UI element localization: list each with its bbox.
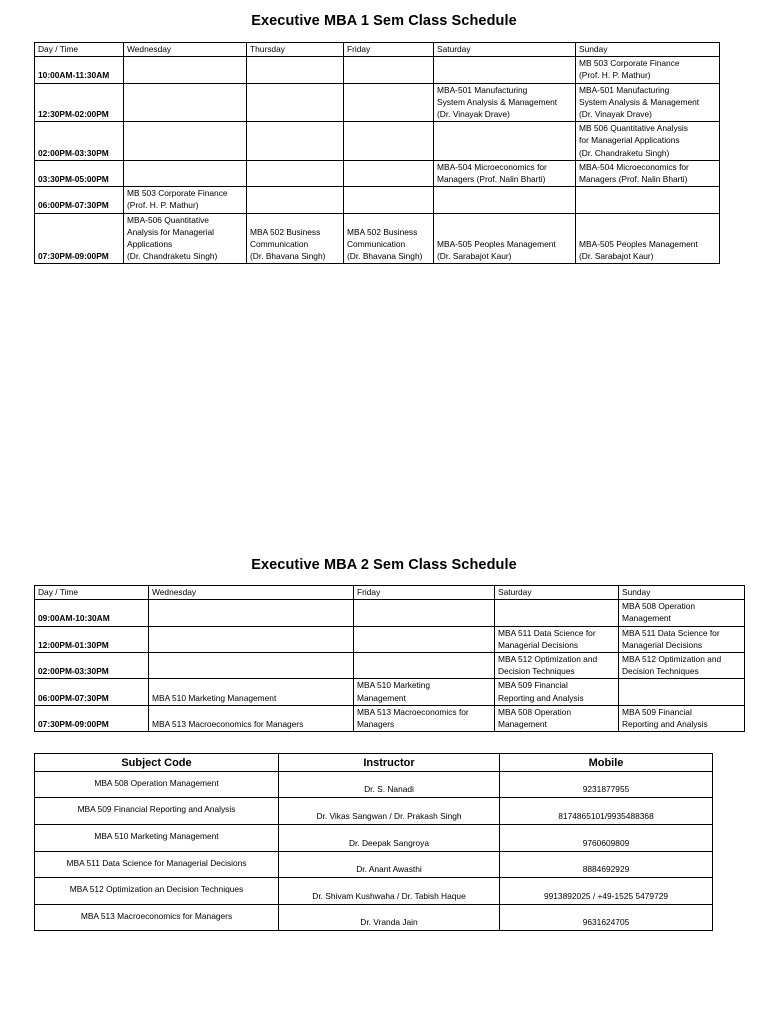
sem1-header-cell: Wednesday xyxy=(124,43,247,57)
sem1-title: Executive MBA 1 Sem Class Schedule xyxy=(251,13,517,29)
sem1-class-cell xyxy=(247,83,344,122)
sem2-schedule-row xyxy=(35,653,745,679)
sem1-class-cell: MBA-504 Microeconomics for Managers (Prof. Nalin Bharti) xyxy=(576,160,720,186)
sem1-class-cell: MB 506 Quantitative Analysis for Managerial Applications (Dr. Chandraketu Singh) xyxy=(576,122,720,161)
sem2-class-cell: MBA 513 Macroeconomics for Managers xyxy=(354,705,495,731)
sem2-title: Executive MBA 2 Sem Class Schedule xyxy=(251,557,517,573)
subjects-header-cell: Subject Code xyxy=(35,754,279,772)
sem2-time-cell: 02:00PM-03:30PM xyxy=(35,653,149,679)
instructor-cell: Dr. Vranda Jain xyxy=(279,905,500,931)
sem1-class-cell: MBA-504 Microeconomics for Managers (Prof. Nalin Bharti) xyxy=(434,160,576,186)
subjects-header-row xyxy=(35,754,713,772)
sem1-schedule-row xyxy=(35,83,720,122)
sem2-schedule-row xyxy=(35,600,745,626)
subjects-row xyxy=(35,852,713,878)
subject-code-cell: MBA 513 Macroeconomics for Managers xyxy=(35,905,279,931)
sem1-schedule-row xyxy=(35,160,720,186)
sem1-class-cell xyxy=(124,83,247,122)
subject-code-cell: MBA 508 Operation Management xyxy=(35,772,279,798)
sem1-class-cell xyxy=(434,122,576,161)
sem1-class-cell: MBA 502 Business Communication (Dr. Bhavana Singh) xyxy=(344,213,434,264)
sem1-class-cell xyxy=(124,57,247,83)
sem1-schedule-row xyxy=(35,57,720,83)
sem1-class-cell: MBA-505 Peoples Management (Dr. Sarabajot Kaur) xyxy=(434,213,576,264)
sem2-class-cell: MBA 512 Optimization and Decision Techniques xyxy=(495,653,619,679)
sem2-class-cell: MBA 508 Operation Management xyxy=(619,600,745,626)
sem1-class-cell xyxy=(124,122,247,161)
sem1-class-cell xyxy=(344,122,434,161)
sem2-header-cell: Saturday xyxy=(495,586,619,600)
sem2-class-cell xyxy=(149,600,354,626)
sem1-class-cell xyxy=(344,160,434,186)
subjects-row xyxy=(35,772,713,798)
subjects-row xyxy=(35,825,713,852)
subject-instructor-table xyxy=(34,753,713,931)
sem1-class-cell: MBA-501 Manufacturing System Analysis & Management (Dr. Vinayak Drave) xyxy=(576,83,720,122)
sem1-class-cell xyxy=(247,122,344,161)
sem1-class-cell: MBA-501 Manufacturing System Analysis & Management (Dr. Vinayak Drave) xyxy=(434,83,576,122)
sem2-time-cell: 09:00AM-10:30AM xyxy=(35,600,149,626)
sem1-header-cell: Day / Time xyxy=(35,43,124,57)
sem2-time-cell: 12:00PM-01:30PM xyxy=(35,626,149,652)
mobile-cell: 8174865101/9935488368 xyxy=(500,798,713,825)
mobile-cell: 9231877955 xyxy=(500,772,713,798)
sem2-time-cell: 06:00PM-07:30PM xyxy=(35,679,149,705)
sem1-time-cell: 07:30PM-09:00PM xyxy=(35,213,124,264)
sem2-class-cell: MBA 510 Marketing Management xyxy=(149,679,354,705)
sem2-class-cell: MBA 511 Data Science for Managerial Decisions xyxy=(619,626,745,652)
sem1-class-cell xyxy=(344,187,434,213)
sem2-time-cell: 07:30PM-09:00PM xyxy=(35,705,149,731)
sem2-header-cell: Day / Time xyxy=(35,586,149,600)
mobile-cell: 8884692929 xyxy=(500,852,713,878)
sem2-class-cell xyxy=(149,653,354,679)
sem1-header-row xyxy=(35,43,720,57)
sem1-header-cell: Friday xyxy=(344,43,434,57)
sem1-class-cell: MB 503 Corporate Finance (Prof. H. P. Mathur) xyxy=(576,57,720,83)
sem1-header-cell: Saturday xyxy=(434,43,576,57)
sem1-time-cell: 06:00PM-07:30PM xyxy=(35,187,124,213)
sem1-schedule-row xyxy=(35,187,720,213)
subjects-header-cell: Instructor xyxy=(279,754,500,772)
sem1-time-cell: 02:00PM-03:30PM xyxy=(35,122,124,161)
sem2-header-cell: Sunday xyxy=(619,586,745,600)
mobile-cell: 9631624705 xyxy=(500,905,713,931)
sem2-class-cell: MBA 509 Financial Reporting and Analysis xyxy=(619,705,745,731)
sem1-header-cell: Sunday xyxy=(576,43,720,57)
sem1-header-cell: Thursday xyxy=(247,43,344,57)
sem2-schedule-row xyxy=(35,626,745,652)
sem1-time-cell: 12:30PM-02:00PM xyxy=(35,83,124,122)
sem1-schedule-row xyxy=(35,122,720,161)
sem2-class-cell xyxy=(149,626,354,652)
sem1-class-cell xyxy=(434,187,576,213)
subjects-row xyxy=(35,905,713,931)
sem1-class-cell xyxy=(124,160,247,186)
instructor-cell: Dr. Deepak Sangroya xyxy=(279,825,500,852)
subjects-row xyxy=(35,798,713,825)
subject-code-cell: MBA 510 Marketing Management xyxy=(35,825,279,852)
sem1-class-cell: MBA 502 Business Communication (Dr. Bhavana Singh) xyxy=(247,213,344,264)
sem2-class-cell: MBA 510 Marketing Management xyxy=(354,679,495,705)
sem2-header-cell: Friday xyxy=(354,586,495,600)
sem1-class-cell xyxy=(344,83,434,122)
sem2-class-cell xyxy=(354,626,495,652)
sem2-class-cell: MBA 512 Optimization and Decision Techniques xyxy=(619,653,745,679)
sem2-class-cell: MBA 513 Macroeconomics for Managers xyxy=(149,705,354,731)
sem1-class-cell: MB 503 Corporate Finance (Prof. H. P. Mathur) xyxy=(124,187,247,213)
sem1-class-cell xyxy=(247,57,344,83)
sem2-schedule-row xyxy=(35,705,745,731)
sem2-class-cell: MBA 511 Data Science for Managerial Decisions xyxy=(495,626,619,652)
sem2-class-cell: MBA 509 Financial Reporting and Analysis xyxy=(495,679,619,705)
sem1-class-cell xyxy=(576,187,720,213)
sem2-header-cell: Wednesday xyxy=(149,586,354,600)
sem1-schedule-table xyxy=(34,42,720,264)
sem2-class-cell: MBA 508 Operation Management xyxy=(495,705,619,731)
sem2-header-row xyxy=(35,586,745,600)
sem1-class-cell xyxy=(247,160,344,186)
instructor-cell: Dr. Anant Awasthi xyxy=(279,852,500,878)
mobile-cell: 9760609809 xyxy=(500,825,713,852)
sem1-class-cell: MBA-506 Quantitative Analysis for Managerial Applications (Dr. Chandraketu Singh) xyxy=(124,213,247,264)
sem1-class-cell xyxy=(434,57,576,83)
subject-code-cell: MBA 512 Optimization an Decision Techniques xyxy=(35,878,279,905)
sem1-class-cell xyxy=(247,187,344,213)
subject-code-cell: MBA 511 Data Science for Managerial Decisions xyxy=(35,852,279,878)
sem2-schedule-row xyxy=(35,679,745,705)
sem1-schedule-row xyxy=(35,213,720,264)
subjects-row xyxy=(35,878,713,905)
sem2-class-cell xyxy=(354,653,495,679)
sem2-class-cell xyxy=(354,600,495,626)
subject-code-cell: MBA 509 Financial Reporting and Analysis xyxy=(35,798,279,825)
instructor-cell: Dr. S. Nanadi xyxy=(279,772,500,798)
instructor-cell: Dr. Vikas Sangwan / Dr. Prakash Singh xyxy=(279,798,500,825)
sem1-class-cell: MBA-505 Peoples Management (Dr. Sarabajot Kaur) xyxy=(576,213,720,264)
sem2-class-cell xyxy=(495,600,619,626)
sem1-class-cell xyxy=(344,57,434,83)
sem2-class-cell xyxy=(619,679,745,705)
sem1-time-cell: 10:00AM-11:30AM xyxy=(35,57,124,83)
sem1-time-cell: 03:30PM-05:00PM xyxy=(35,160,124,186)
mobile-cell: 9913892025 / +49-1525 5479729 xyxy=(500,878,713,905)
instructor-cell: Dr. Shivam Kushwaha / Dr. Tabish Haque xyxy=(279,878,500,905)
subjects-header-cell: Mobile xyxy=(500,754,713,772)
sem2-schedule-table xyxy=(34,585,745,732)
